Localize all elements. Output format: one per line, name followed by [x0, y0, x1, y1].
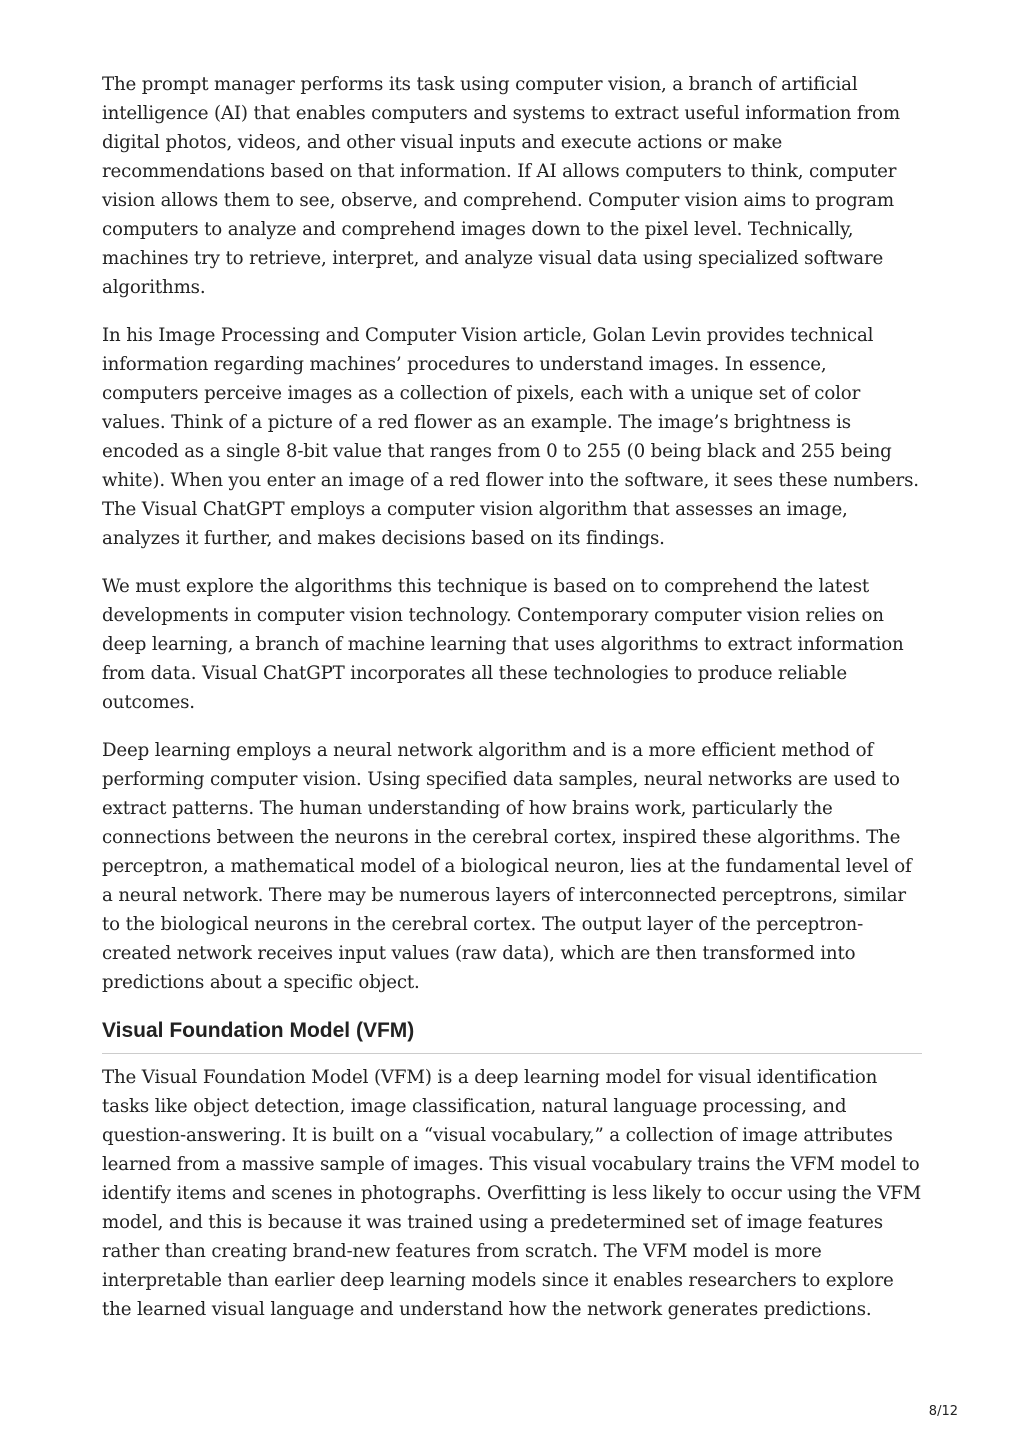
article-body [102, 70, 922, 1343]
page-number: 8/12 [928, 1404, 958, 1419]
paragraph-computer-vision: The prompt manager performs its task using computer vision, a branch of artificial intelligence (AI) that enables computers and systems to extract useful information from digital photos, videos, and other visual inputs and execute actions or make recommendations based on that information. If AI allows computers to think, computer vision allows them to see, observe, and comprehend. Computer vision aims to program computers to analyze and comprehend images down to the pixel level. Technically, machines try to retrieve, interpret, and analyze visual data using specialized software algorithms. [102, 74, 900, 298]
paragraph-golan-levin: In his Image Processing and Computer Vision article, Golan Levin provides technical information regarding machines’ procedures to understand images. In essence, computers perceive images as a collection of pixels, each with a unique set of color values. Think of a picture of a red flower as an example. The image’s brightness is encoded as a single 8-bit value that ranges from 0 to 255 (0 being black and 255 being white). When you enter an image of a red flower into the software, it sees these numbers. The Visual ChatGPT employs a computer vision algorithm that assesses an image, analyzes it further, and makes decisions based on its findings. [102, 325, 919, 549]
paragraph-deep-learning: Deep learning employs a neural network algorithm and is a more efficient method of performing computer vision. Using specified data samples, neural networks are used to extract patterns. The human understanding of how brains work, particularly the connections between the neurons in the cerebral cortex, inspired these algorithms. The perceptron, a mathematical model of a biological neuron, lies at the fundamental level of a neural network. There may be numerous layers of interconnected perceptrons, similar to the biological neurons in the cerebral cortex. The output layer of the perceptron-created network receives input values (raw data), which are then transformed into predictions about a specific object. [102, 740, 912, 993]
section-heading-vfm: Visual Foundation Model (VFM) [102, 1016, 922, 1054]
paragraph-algorithms: We must explore the algorithms this technique is based on to comprehend the latest developments in computer vision technology. Contemporary computer vision relies on deep learning, a branch of machine learning that uses algorithms to extract information from data. Visual ChatGPT incorporates all these technologies to produce reliable outcomes. [102, 576, 904, 713]
paragraph-vfm: The Visual Foundation Model (VFM) is a deep learning model for visual identification tasks like object detection, image classification, natural language processing, and question-answering. It is built on a “visual vocabulary,” a collection of image attributes learned from a massive sample of images. This visual vocabulary trains the VFM model to identify items and scenes in photographs. Overfitting is less likely to occur using the VFM model, and this is because it was trained using a predetermined set of image features rather than creating brand-new features from scratch. The VFM model is more interpretable than earlier deep learning models since it enables researchers to explore the learned visual language and understand how the network generates predictions. [102, 1067, 922, 1320]
